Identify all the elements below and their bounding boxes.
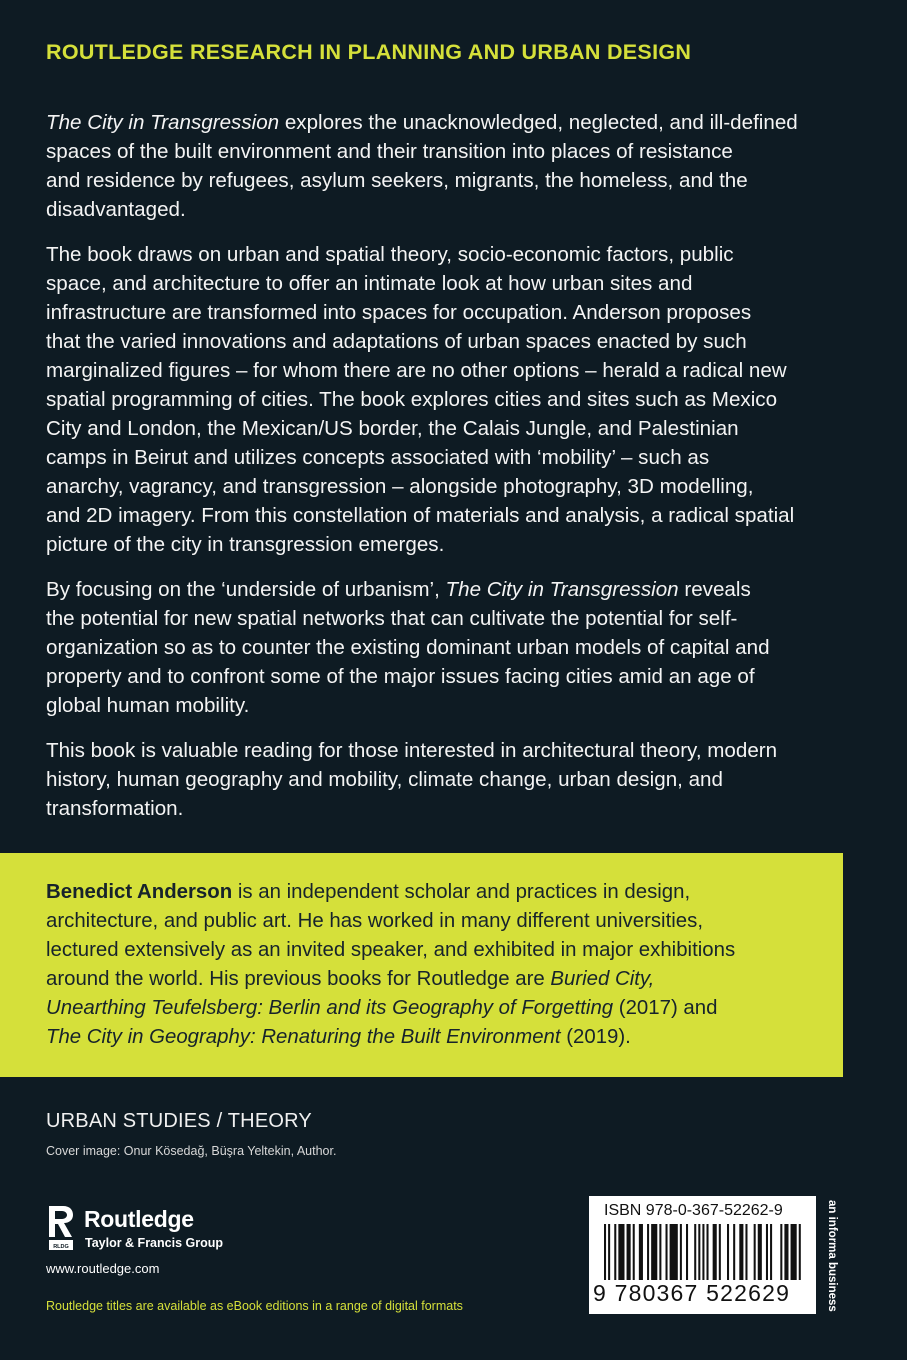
barcode-bar bbox=[754, 1224, 756, 1280]
barcode-bar bbox=[698, 1224, 700, 1280]
description-paragraph-2: The book draws on urban and spatial theory, socio-economic factors, public space, and architecture to offer an intimate look at how urban sites and infrastructure are transformed into spaces for occupation. Anderson proposes that the varied innovations and adaptations of urban spaces enacted by such marginalized figures – for whom there are no other options – herald a radical new spatial programming of cities. The book explores cities and sites such as Mexico City and London, the Mexican/US border, the Calais Jungle, and Palestinian camps in Beirut and utilizes concepts associated with ‘mobility’ – such as anarchy, vagrancy, and transgression – alongside photography, 3D modelling, and 2D imagery. From this constellation of materials and analysis, a radical spatial picture of the city in transgression emerges. bbox=[46, 243, 795, 556]
series-title: ROUTLEDGE RESEARCH IN PLANNING AND URBAN DESIGN bbox=[46, 40, 692, 64]
barcode-bar bbox=[614, 1224, 616, 1280]
barcode-bar bbox=[666, 1224, 668, 1280]
barcode-bar bbox=[618, 1224, 624, 1280]
barcode-bar bbox=[680, 1224, 682, 1280]
barcode-bar bbox=[659, 1224, 661, 1280]
barcode-bar bbox=[719, 1224, 721, 1280]
barcode-bars bbox=[604, 1224, 801, 1280]
description-paragraph-1: The City in Transgression explores the unacknowledged, neglected, and ill-defined spaces of the built environment and their transition into places of resistance and residence by refugees, asylum seekers, migrants, the homeless, and the disadvantaged. bbox=[46, 111, 798, 221]
subject-category: URBAN STUDIES / THEORY bbox=[46, 1110, 312, 1132]
book-title-italic: The City in Transgression bbox=[445, 578, 679, 601]
author-bio-panel bbox=[0, 853, 843, 1077]
barcode-bar bbox=[694, 1224, 696, 1280]
barcode-bar bbox=[608, 1224, 610, 1280]
routledge-r-logo-icon bbox=[46, 1204, 76, 1252]
barcode-bar bbox=[647, 1224, 649, 1280]
barcode-bar bbox=[627, 1224, 631, 1280]
barcode-bar bbox=[733, 1224, 735, 1280]
barcode-bar bbox=[670, 1224, 678, 1280]
barcode-bar bbox=[651, 1224, 657, 1280]
publisher-group: Taylor & Francis Group bbox=[85, 1236, 223, 1250]
barcode-bar bbox=[758, 1224, 762, 1280]
barcode-bar bbox=[739, 1224, 743, 1280]
barcode-bar bbox=[686, 1224, 688, 1280]
barcode-bar bbox=[727, 1224, 729, 1280]
ebook-note: Routledge titles are available as eBook editions in a range of digital formats bbox=[46, 1299, 463, 1313]
previous-book-title: The City in Geography: Renaturing the Built Environment bbox=[46, 1026, 561, 1048]
barcode-digits: 9 780367 522629 bbox=[593, 1280, 791, 1306]
previous-book-title: Unearthing Teufelsberg: Berlin and its Geography of Forgetting bbox=[46, 997, 614, 1019]
barcode-bar bbox=[799, 1224, 801, 1280]
barcode-bar bbox=[780, 1224, 782, 1280]
author-bio: Benedict Anderson is an independent scholar and practices in design, architecture, and public art. He has worked in many different universities, lectured extensively as an invited speaker, and exhibited in major exhibitions around the world. His previous books for Routledge are Buried City, Unearthing Teufelsberg: Berlin and its Geography of Forgetting (2017) and The City in Geography: Renaturing the Built Environment (2019). bbox=[46, 881, 736, 1048]
author-name: Benedict Anderson bbox=[46, 881, 233, 903]
isbn-barcode bbox=[589, 1196, 816, 1314]
book-title-italic: The City in Transgression bbox=[46, 111, 280, 134]
barcode-bar bbox=[639, 1224, 643, 1280]
barcode-bar bbox=[604, 1224, 606, 1280]
barcode-bar bbox=[633, 1224, 635, 1280]
barcode-bar bbox=[766, 1224, 768, 1280]
barcode-bar bbox=[791, 1224, 797, 1280]
previous-book-title: Buried City, bbox=[550, 968, 655, 990]
publisher-logo bbox=[46, 1204, 246, 1256]
barcode-bar bbox=[745, 1224, 747, 1280]
publisher-name: Routledge bbox=[84, 1206, 194, 1232]
description-paragraph-3: By focusing on the ‘underside of urbanism’, The City in Transgression reveals the potential for new spatial networks that can cultivate the potential for self- organization so as to counter the existing dominant urban models of capital and property and to confront some of the major issues facing cities amid an age of global human mobility. bbox=[46, 578, 770, 717]
barcode-bar bbox=[713, 1224, 717, 1280]
svg-text:RLDG: RLDG bbox=[53, 1244, 69, 1250]
barcode-bar bbox=[707, 1224, 709, 1280]
book-description bbox=[46, 108, 866, 839]
cover-image-credit: Cover image: Onur Kösedağ, Büşra Yeltekin, Author. bbox=[46, 1144, 337, 1158]
informa-business-label: an informa business bbox=[826, 1200, 838, 1312]
publisher-website: www.routledge.com bbox=[46, 1261, 160, 1276]
isbn-label: ISBN 978-0-367-52262-9 bbox=[604, 1202, 783, 1219]
barcode-bar bbox=[770, 1224, 772, 1280]
description-paragraph-4: This book is valuable reading for those interested in architectural theory, modern history, human geography and mobility, climate change, urban design, and transformation. bbox=[46, 739, 778, 820]
barcode-bar bbox=[784, 1224, 788, 1280]
barcode-bar bbox=[702, 1224, 704, 1280]
